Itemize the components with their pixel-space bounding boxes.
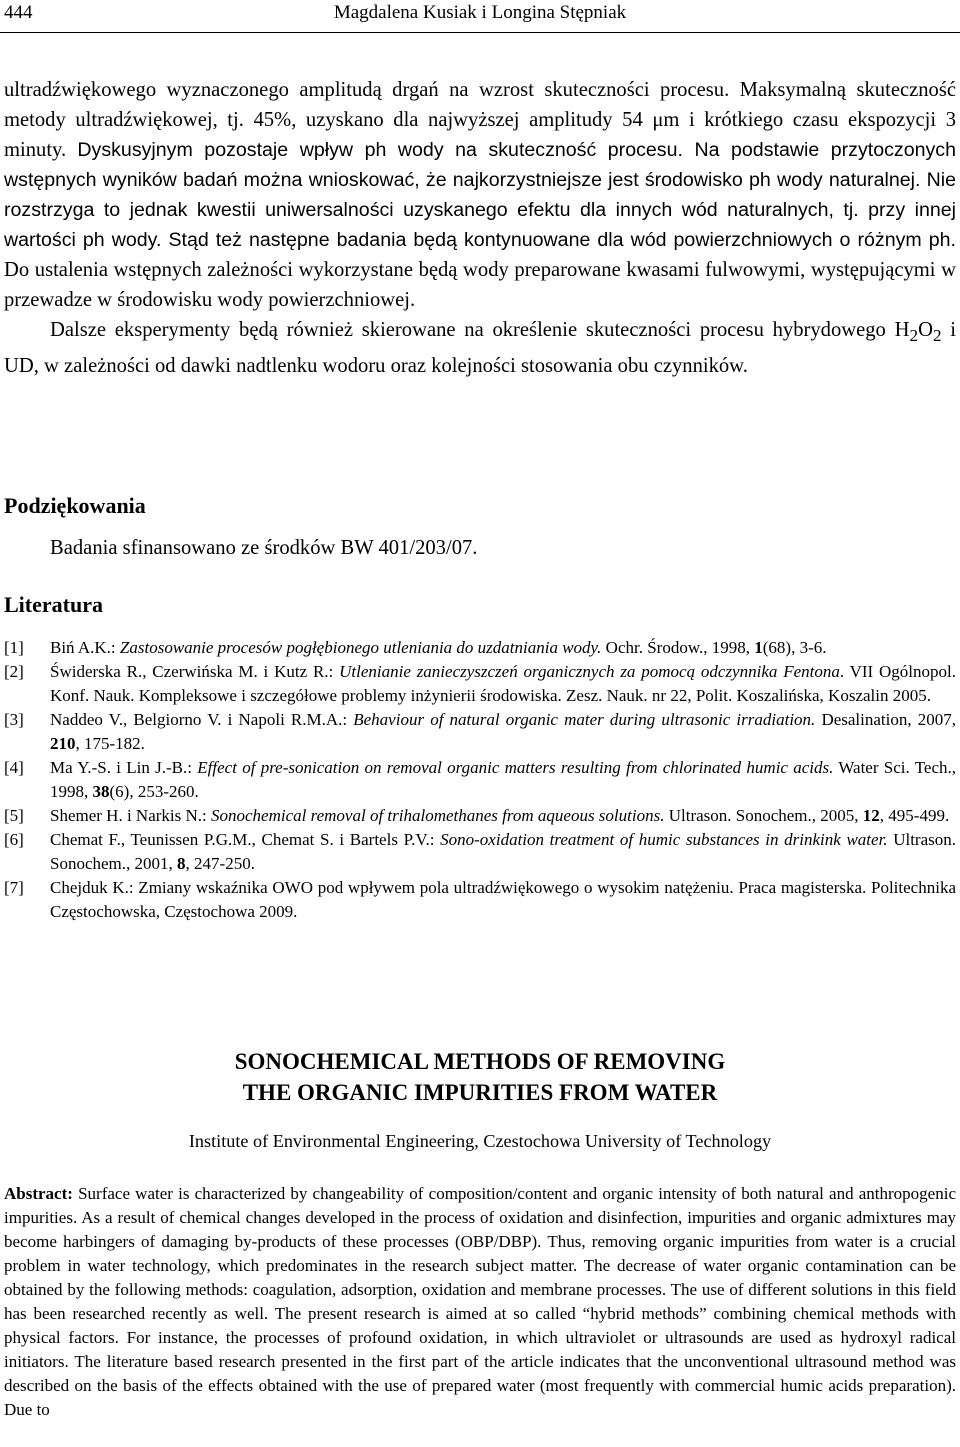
paragraph-2-text-b: i UD, w zależności od dawki nadtlenku wodoru oraz kolejności stosowania obu czynników. [4, 319, 956, 378]
reference-pages: , 247-250. [185, 854, 255, 873]
reference-authors: Biń A.K.: [50, 638, 120, 657]
reference-number: [4] [4, 758, 24, 777]
reference-source: Desalination, 2007, [815, 710, 956, 729]
reference-source: Water Sci. Tech., 1998, [50, 758, 957, 801]
reference-item [4, 876, 956, 924]
reference-pages: , 175-182. [75, 734, 145, 753]
reference-title: Sonochemical removal of trihalomethanes from aqueous solutions. [211, 806, 665, 825]
paragraph-2-o: O [918, 319, 933, 341]
reference-title: Sono-oxidation treatment of humic substances in drinkink water. [440, 830, 888, 849]
reference-number: [1] [4, 638, 24, 657]
reference-title: Utlenianie zanieczyszczeń organicznych za pomocą odczynnika Fentona [339, 662, 840, 681]
reference-item [4, 636, 956, 660]
reference-pages: (6), 253-260. [109, 782, 199, 801]
institute-affiliation: Institute of Environmental Engineering, Czestochowa University of Technology [188, 1131, 772, 1151]
paragraph-2 [4, 315, 956, 381]
reference-item [4, 660, 956, 708]
reference-source: Ochr. Środow., 1998, [601, 638, 755, 657]
running-head-authors: Magdalena Kusiak i Longina Stępniak [333, 2, 627, 23]
reference-item [4, 828, 956, 876]
reference-number: [5] [4, 806, 24, 825]
reference-volume: 1 [754, 638, 763, 657]
subscript-2a: 2 [909, 326, 919, 346]
paragraph-2-text-a: Dalsze eksperymenty będą również skierowane na określenie skuteczności procesu hybrydowego H [50, 319, 910, 341]
page-number: 444 [4, 2, 33, 23]
reference-title: Behaviour of natural organic mater during ultrasonic irradiation. [353, 710, 816, 729]
paragraph-1 [4, 75, 956, 315]
reference-item [4, 708, 956, 756]
paragraph-1-part-c: Do ustalenia wstępnych zależności wykorzystane będą wody preparowane kwasami fulwowymi, występującymi w przewadze w środowisku wody powierzchniowej. [4, 259, 956, 311]
reference-authors: Shemer H. i Narkis N.: [50, 806, 212, 825]
abstract-text: Surface water is characterized by changeability of composition/content and organic intensity of both natural and anthropogenic impurities. As a result of chemical changes developed in the process of oxidation and disinfection, impurities and organic admixtures may become harbingers of damaging by-products of these processes (OBP/DBP). Thus, removing organic impurities from water is a crucial problem in water technology, which predominates in the research subject matter. The decrease of water organic contamination can be obtained by the following methods: coagulation, adsorption, oxidation and membrane processes. The use of different solutions in this field has been researched recently as well. The present research is aimed at so called “hybrid methods” combining chemical methods with physical factors. For instance, the processes of profound oxidation, in which ultraviolet or ultrasounds are used as hydroxyl radical initiators. The literature based research presented in the first part of the article indicates that the unconventional ultrasound method was described on the basis of the effects obtained with the use of prepared water (most frequently with commercial humic acids preparation). Due to [4, 1184, 956, 1419]
reference-volume: 8 [177, 854, 186, 873]
reference-volume: 210 [50, 734, 76, 753]
page-header [0, 0, 960, 33]
reference-title: Effect of pre-sonication on removal organic matters resulting from chlorinated humic acids. [197, 758, 834, 777]
reference-source: Ultrason. Sonochem., 2005, [664, 806, 863, 825]
reference-list [4, 636, 956, 924]
acknowledgements-text: Badania sfinansowano ze środków BW 401/203/07. [50, 537, 478, 559]
reference-item [4, 804, 956, 828]
reference-title: Zastosowanie procesów pogłębionego utleniania do uzdatniania wody. [119, 638, 602, 657]
reference-authors: Świderska R., Czerwińska M. i Kutz R.: [50, 662, 340, 681]
paragraph-1-part-b: Dyskusyjnym pozostaje wpływ ph wody na skuteczność procesu. Na podstawie przytoczonych wstępnych wyników badań można wnioskować, że najkorzystniejsze jest środowisko ph wody naturalnej. Nie rozstrzyga to jednak kwestii uniwersalności uzyskanego efektu dla innych wód naturalnych, tj. przy innej wartości ph wody. Stąd też następne badania będą kontynuowane dla wód powierzchniowych o różnym ph. [4, 139, 956, 251]
reference-volume: 38 [92, 782, 110, 801]
reference-pages: , 495-499. [879, 806, 950, 825]
subscript-2b: 2 [932, 326, 942, 346]
reference-text: Chejduk K.: Zmiany wskaźnika OWO pod wpływem pola ultradźwiękowego o wysokim natężeniu. Praca magisterska. Politechnika Częstochowska, Częstochowa 2009. [50, 878, 956, 921]
reference-authors: Chemat F., Teunissen P.G.M., Chemat S. i Bartels P.V.: [50, 830, 441, 849]
body-text [4, 75, 956, 381]
abstract [4, 1182, 956, 1422]
reference-source: . VII Ogólnopol. Konf. Nauk. Kompleksowe i szczegółowe problemy inżynierii środowiska. Zesz. Nauk. nr 22, Polit. Koszalińska, Koszalin 2005. [50, 662, 956, 705]
reference-authors: Ma Y.-S. i Lin J.-B.: [50, 758, 198, 777]
acknowledgements-heading: Podziękowania [4, 493, 146, 518]
english-title [0, 1046, 960, 1108]
reference-authors: Naddeo V., Belgiorno V. i Napoli R.M.A.: [50, 710, 354, 729]
reference-number: [2] [4, 662, 24, 681]
reference-number: [3] [4, 710, 24, 729]
reference-volume: 12 [862, 806, 880, 825]
paragraph-1-part-a: ultradźwiękowego wyznaczonego amplitudą drgań na wzrost skuteczności procesu. Maksymalną skuteczność metody ultradźwiękowej, tj. 45%, uzyskano dla najwyższej amplitudy 54 μm i krótkiego czasu ekspozycji 3 minuty. [4, 79, 956, 161]
reference-number: [7] [4, 878, 24, 897]
literature-heading: Literatura [4, 592, 103, 617]
abstract-label: Abstract: [4, 1184, 73, 1203]
reference-source: Ultrason. Sonochem., 2001, [50, 830, 957, 873]
reference-pages: (68), 3-6. [762, 638, 827, 657]
reference-item [4, 756, 956, 804]
reference-number: [6] [4, 830, 24, 849]
english-title-line-1: SONOCHEMICAL METHODS OF REMOVING [234, 1049, 726, 1074]
english-title-line-2: THE ORGANIC IMPURITIES FROM WATER [242, 1080, 718, 1105]
